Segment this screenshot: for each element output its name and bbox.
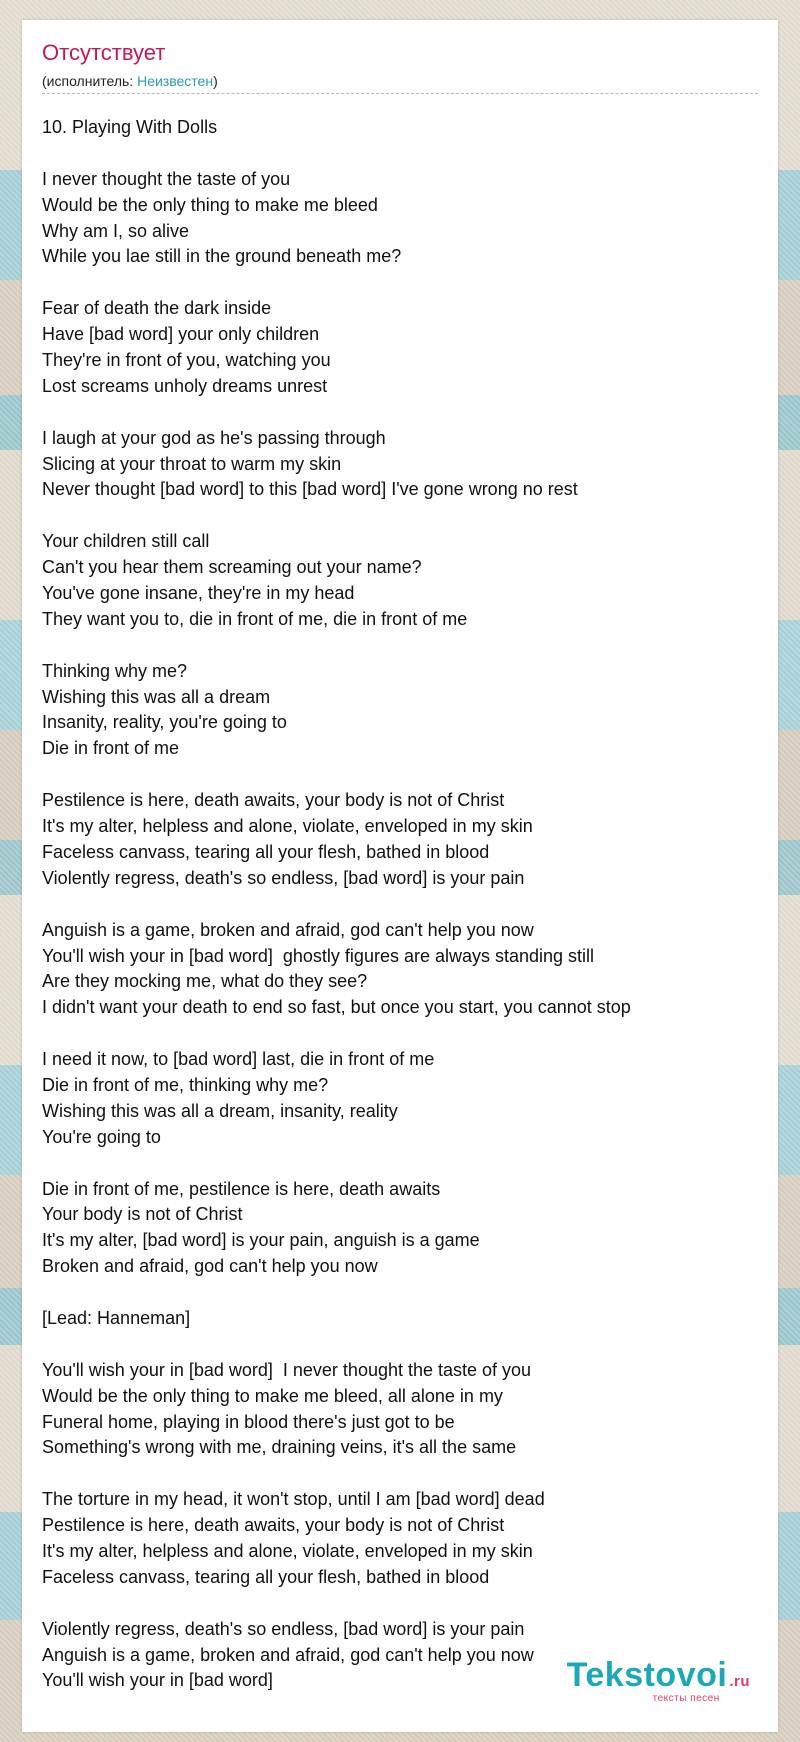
page-title: Отсутствует	[42, 40, 166, 65]
lyric-line: They want you to, die in front of me, die in front of me	[42, 608, 468, 629]
lyric-line: You'll wish your in [bad word] ghostly figures are always standing still	[42, 945, 595, 966]
performer-suffix: )	[213, 73, 218, 89]
lyric-line: Die in front of me, pestilence is here, death awaits	[42, 1178, 441, 1199]
lyric-line: Wishing this was all a dream, insanity, reality	[42, 1100, 398, 1121]
lyric-line: Anguish is a game, broken and afraid, god can't help you now	[42, 919, 534, 940]
lyric-line: Pestilence is here, death awaits, your body is not of Christ	[42, 1515, 505, 1536]
lyric-line: Die in front of me	[42, 738, 180, 759]
lyric-line	[42, 892, 762, 918]
lyric-line: Would be the only thing to make me bleed	[42, 194, 378, 215]
lyric-line: Have [bad word] your only children	[42, 324, 320, 345]
lyric-line: They're in front of you, watching you	[42, 350, 331, 371]
lyric-line: Your body is not of Christ	[42, 1204, 243, 1225]
lyric-line: You'll wish your in [bad word]	[42, 1670, 273, 1691]
lyric-line: Your children still call	[42, 531, 210, 552]
lyric-line: Violently regress, death's so endless, [bad word] is your pain	[42, 867, 525, 888]
lyric-line: Violently regress, death's so endless, [bad word] is your pain	[42, 1618, 525, 1639]
lyric-line: Something's wrong with me, draining veins, it's all the same	[42, 1437, 517, 1458]
logo-brand: Tekstovoi	[566, 1656, 728, 1694]
performer-link[interactable]: Неизвестен	[137, 73, 214, 89]
lyric-line: Broken and afraid, god can't help you now	[42, 1256, 378, 1277]
lyric-line: Faceless canvass, tearing all your flesh, bathed in blood	[42, 1566, 490, 1587]
logo-wordmark	[567, 1658, 750, 1692]
lyric-line: It's my alter, [bad word] is your pain, anguish is a game	[42, 1230, 480, 1251]
logo-tagline: тексты песен	[652, 1693, 720, 1704]
lyric-line: I didn't want your death to end so fast, but once you start, you cannot stop	[42, 997, 631, 1018]
lyric-line: You'll wish your in [bad word] I never thought the taste of you	[42, 1359, 532, 1380]
lyric-line	[42, 400, 762, 426]
lyric-line	[42, 141, 762, 167]
lyric-line: I laugh at your god as he's passing through	[42, 427, 386, 448]
lyric-line	[42, 633, 762, 659]
lyric-line: Pestilence is here, death awaits, your body is not of Christ	[42, 790, 505, 811]
lyric-line: 10. Playing With Dolls	[42, 117, 218, 137]
lyric-line: You've gone insane, they're in my head	[42, 583, 355, 604]
lyric-line	[42, 503, 762, 529]
lyric-line: Die in front of me, thinking why me?	[42, 1074, 329, 1095]
lyric-line: Can't you hear them screaming out your name?	[42, 557, 422, 578]
lyric-line	[42, 1591, 762, 1617]
lyric-line: I never thought the taste of you	[42, 168, 291, 189]
lyric-line: Would be the only thing to make me bleed, all alone in my	[42, 1385, 503, 1406]
lyric-line: You're going to	[42, 1126, 161, 1147]
lyric-line: Slicing at your throat to warm my skin	[42, 453, 342, 474]
lyrics-card	[22, 20, 778, 1732]
lyric-line: The torture in my head, it won't stop, until I am [bad word] dead	[42, 1489, 545, 1510]
performer-prefix: (исполнитель:	[42, 73, 138, 89]
lyric-line: Faceless canvass, tearing all your flesh, bathed in blood	[42, 841, 490, 862]
site-logo[interactable]	[567, 1658, 750, 1704]
lyric-line: It's my alter, helpless and alone, violate, enveloped in my skin	[42, 816, 533, 837]
lyric-line	[42, 270, 762, 296]
lyric-line	[42, 1461, 762, 1487]
logo-tld: .ru	[729, 1673, 750, 1690]
lyric-line: It's my alter, helpless and alone, violate, enveloped in my skin	[42, 1540, 533, 1561]
lyric-line: Never thought [bad word] to this [bad word] I've gone wrong no rest	[42, 479, 578, 500]
lyric-line	[42, 762, 762, 788]
lyrics-text	[42, 115, 762, 1694]
performer-line	[42, 74, 218, 88]
lyric-line: Wishing this was all a dream	[42, 686, 271, 707]
header-divider	[42, 93, 758, 94]
lyric-line: Anguish is a game, broken and afraid, god can't help you now	[42, 1644, 534, 1665]
lyric-line	[42, 1332, 762, 1358]
lyric-line	[42, 1280, 762, 1306]
lyric-line	[42, 1021, 762, 1047]
lyric-line: Why am I, so alive	[42, 220, 190, 241]
lyric-line	[42, 1151, 762, 1177]
lyric-line: Thinking why me?	[42, 660, 188, 681]
lyric-line: While you lae still in the ground beneath me?	[42, 246, 402, 267]
lyric-line: Fear of death the dark inside	[42, 298, 272, 319]
lyric-line: Lost screams unholy dreams unrest	[42, 375, 328, 396]
lyric-line: [Lead: Hanneman]	[42, 1307, 191, 1328]
lyric-line: Insanity, reality, you're going to	[42, 712, 287, 733]
lyric-line: Funeral home, playing in blood there's just got to be	[42, 1411, 455, 1432]
lyric-line: I need it now, to [bad word] last, die in front of me	[42, 1049, 435, 1070]
lyric-line: Are they mocking me, what do they see?	[42, 971, 368, 992]
